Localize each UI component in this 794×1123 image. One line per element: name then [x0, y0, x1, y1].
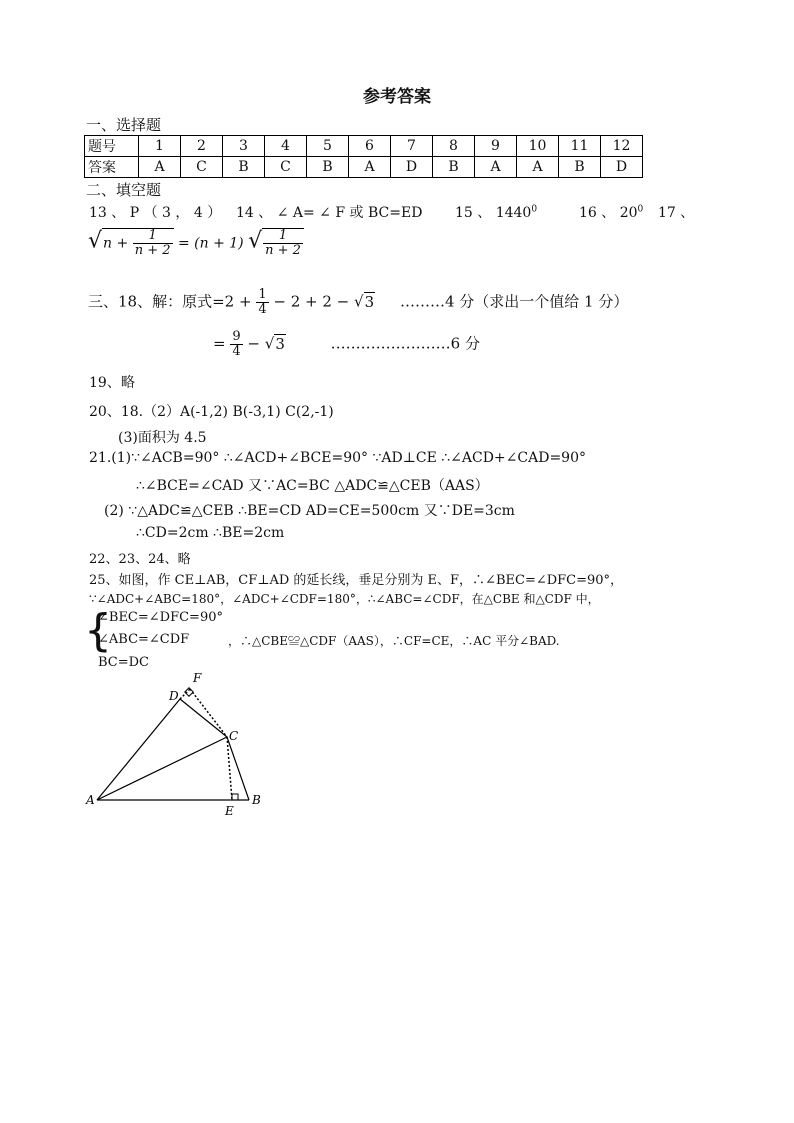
table-cell: 3	[223, 136, 265, 157]
extension-df	[180, 689, 190, 699]
section-fill-heading: 二、填空题	[86, 181, 162, 199]
page-title: 参考答案	[363, 87, 431, 107]
table-head-answer: 答案	[85, 157, 139, 178]
table-cell: D	[601, 157, 643, 178]
table-cell: B	[223, 157, 265, 178]
label-c: C	[229, 729, 239, 743]
table-cell: 2	[181, 136, 223, 157]
answer-21-line2: ∴∠BCE=∠CAD 又∵AC=BC △ADC≌△CEB（AAS）	[136, 478, 489, 494]
table-cell: B	[433, 157, 475, 178]
table-cell: 1	[139, 136, 181, 157]
answer-17-formula: √n + $\frac{1}{n + 2}$ = (n + 1) √ $\frac{1}{n + 2}$	[88, 228, 304, 258]
table-cell: 8	[433, 136, 475, 157]
table-cell: D	[391, 157, 433, 178]
table-row	[85, 136, 643, 157]
answer-15: 15 、 1440$^0$	[455, 204, 538, 221]
answer-13: 13 、 P （ 3 ， 4 ）	[89, 205, 222, 221]
table-cell: C	[265, 157, 307, 178]
label-e: E	[225, 804, 234, 818]
answer-25-conclusion: ，∴△CBE≌△CDF（AAS），∴CF=CE，∴AC 平分∠BAD.	[228, 634, 560, 648]
section-choice-heading: 一、选择题	[86, 116, 162, 134]
system-eq-3: BC=DC	[98, 655, 150, 670]
segment-cb	[227, 737, 249, 800]
segment-ac	[97, 737, 227, 800]
table-cell: A	[349, 157, 391, 178]
label-b: B	[252, 793, 261, 807]
answer-25-line1: 25、如图，作 CE⊥AB，CF⊥AD 的延长线，垂足分别为 E、F，∴∠BEC=∠DFC=90°，	[89, 573, 624, 588]
answer-21-line4: ∴CD=2cm ∴BE=2cm	[136, 525, 285, 541]
answer-21-line3: (2) ∵△ADC≌△CEB ∴BE=CD AD=CE=500cm 又∵DE=3cm	[104, 503, 515, 519]
table-cell: A	[517, 157, 559, 178]
answer-18-line1: 三、18、解：原式=2 + $\frac{1}{4}$ − 2 + 2 − √3 ………4 分（求出一个值给 1 分）	[88, 287, 629, 317]
table-cell: 6	[349, 136, 391, 157]
answer-18-line2: = $\frac{9}{4}$ − √3 ……………………6 分	[213, 329, 480, 359]
table-cell: 9	[475, 136, 517, 157]
right-angle-e	[232, 794, 238, 800]
segment-ce	[227, 737, 232, 800]
system-brace: {	[84, 605, 112, 656]
answer-20-area: (3)面积为 4.5	[118, 430, 207, 446]
segment-ad	[97, 699, 180, 800]
system-eq-2: ∠ABC=∠CDF	[98, 632, 190, 647]
label-d: D	[169, 689, 179, 703]
table-cell: 11	[559, 136, 601, 157]
answer-17-label: 17 、	[658, 205, 695, 221]
answer-22-24: 22、23、24、略	[89, 552, 191, 567]
table-row	[85, 157, 643, 178]
table-cell: 5	[307, 136, 349, 157]
answer-16: 16 、 $20^0$	[579, 204, 644, 221]
segment-dc	[180, 699, 227, 737]
answer-19: 19、略	[89, 375, 135, 391]
table-cell: 4	[265, 136, 307, 157]
table-head-number: 题号	[85, 136, 139, 157]
table-cell: B	[559, 157, 601, 178]
geometry-figure	[80, 668, 280, 820]
answer-20-coords: 20、18.（2）A(-1,2) B(-3,1) C(2,-1)	[89, 404, 334, 420]
table-cell: A	[475, 157, 517, 178]
answer-table	[84, 135, 643, 178]
answer-14: 14 、 ∠ A= ∠ F 或 BC=ED	[236, 205, 423, 221]
answer-21-line1: 21.(1)∵∠ACB=90° ∴∠ACD+∠BCE=90° ∵AD⊥CE ∴∠ACD+∠CAD=90°	[89, 450, 586, 466]
table-cell: 10	[517, 136, 559, 157]
label-a: A	[86, 793, 95, 807]
table-cell: B	[307, 157, 349, 178]
table-cell: C	[181, 157, 223, 178]
table-cell: A	[139, 157, 181, 178]
segment-cf	[190, 689, 227, 737]
table-cell: 12	[601, 136, 643, 157]
system-eq-1: ∠BEC=∠DFC=90°	[98, 610, 223, 625]
table-cell: 7	[391, 136, 433, 157]
answer-25-line2: ∵∠ADC+∠ABC=180°，∠ADC+∠CDF=180°，∴∠ABC=∠CDF，在△CBE 和△CDF 中，	[89, 592, 600, 606]
label-f: F	[193, 671, 202, 685]
